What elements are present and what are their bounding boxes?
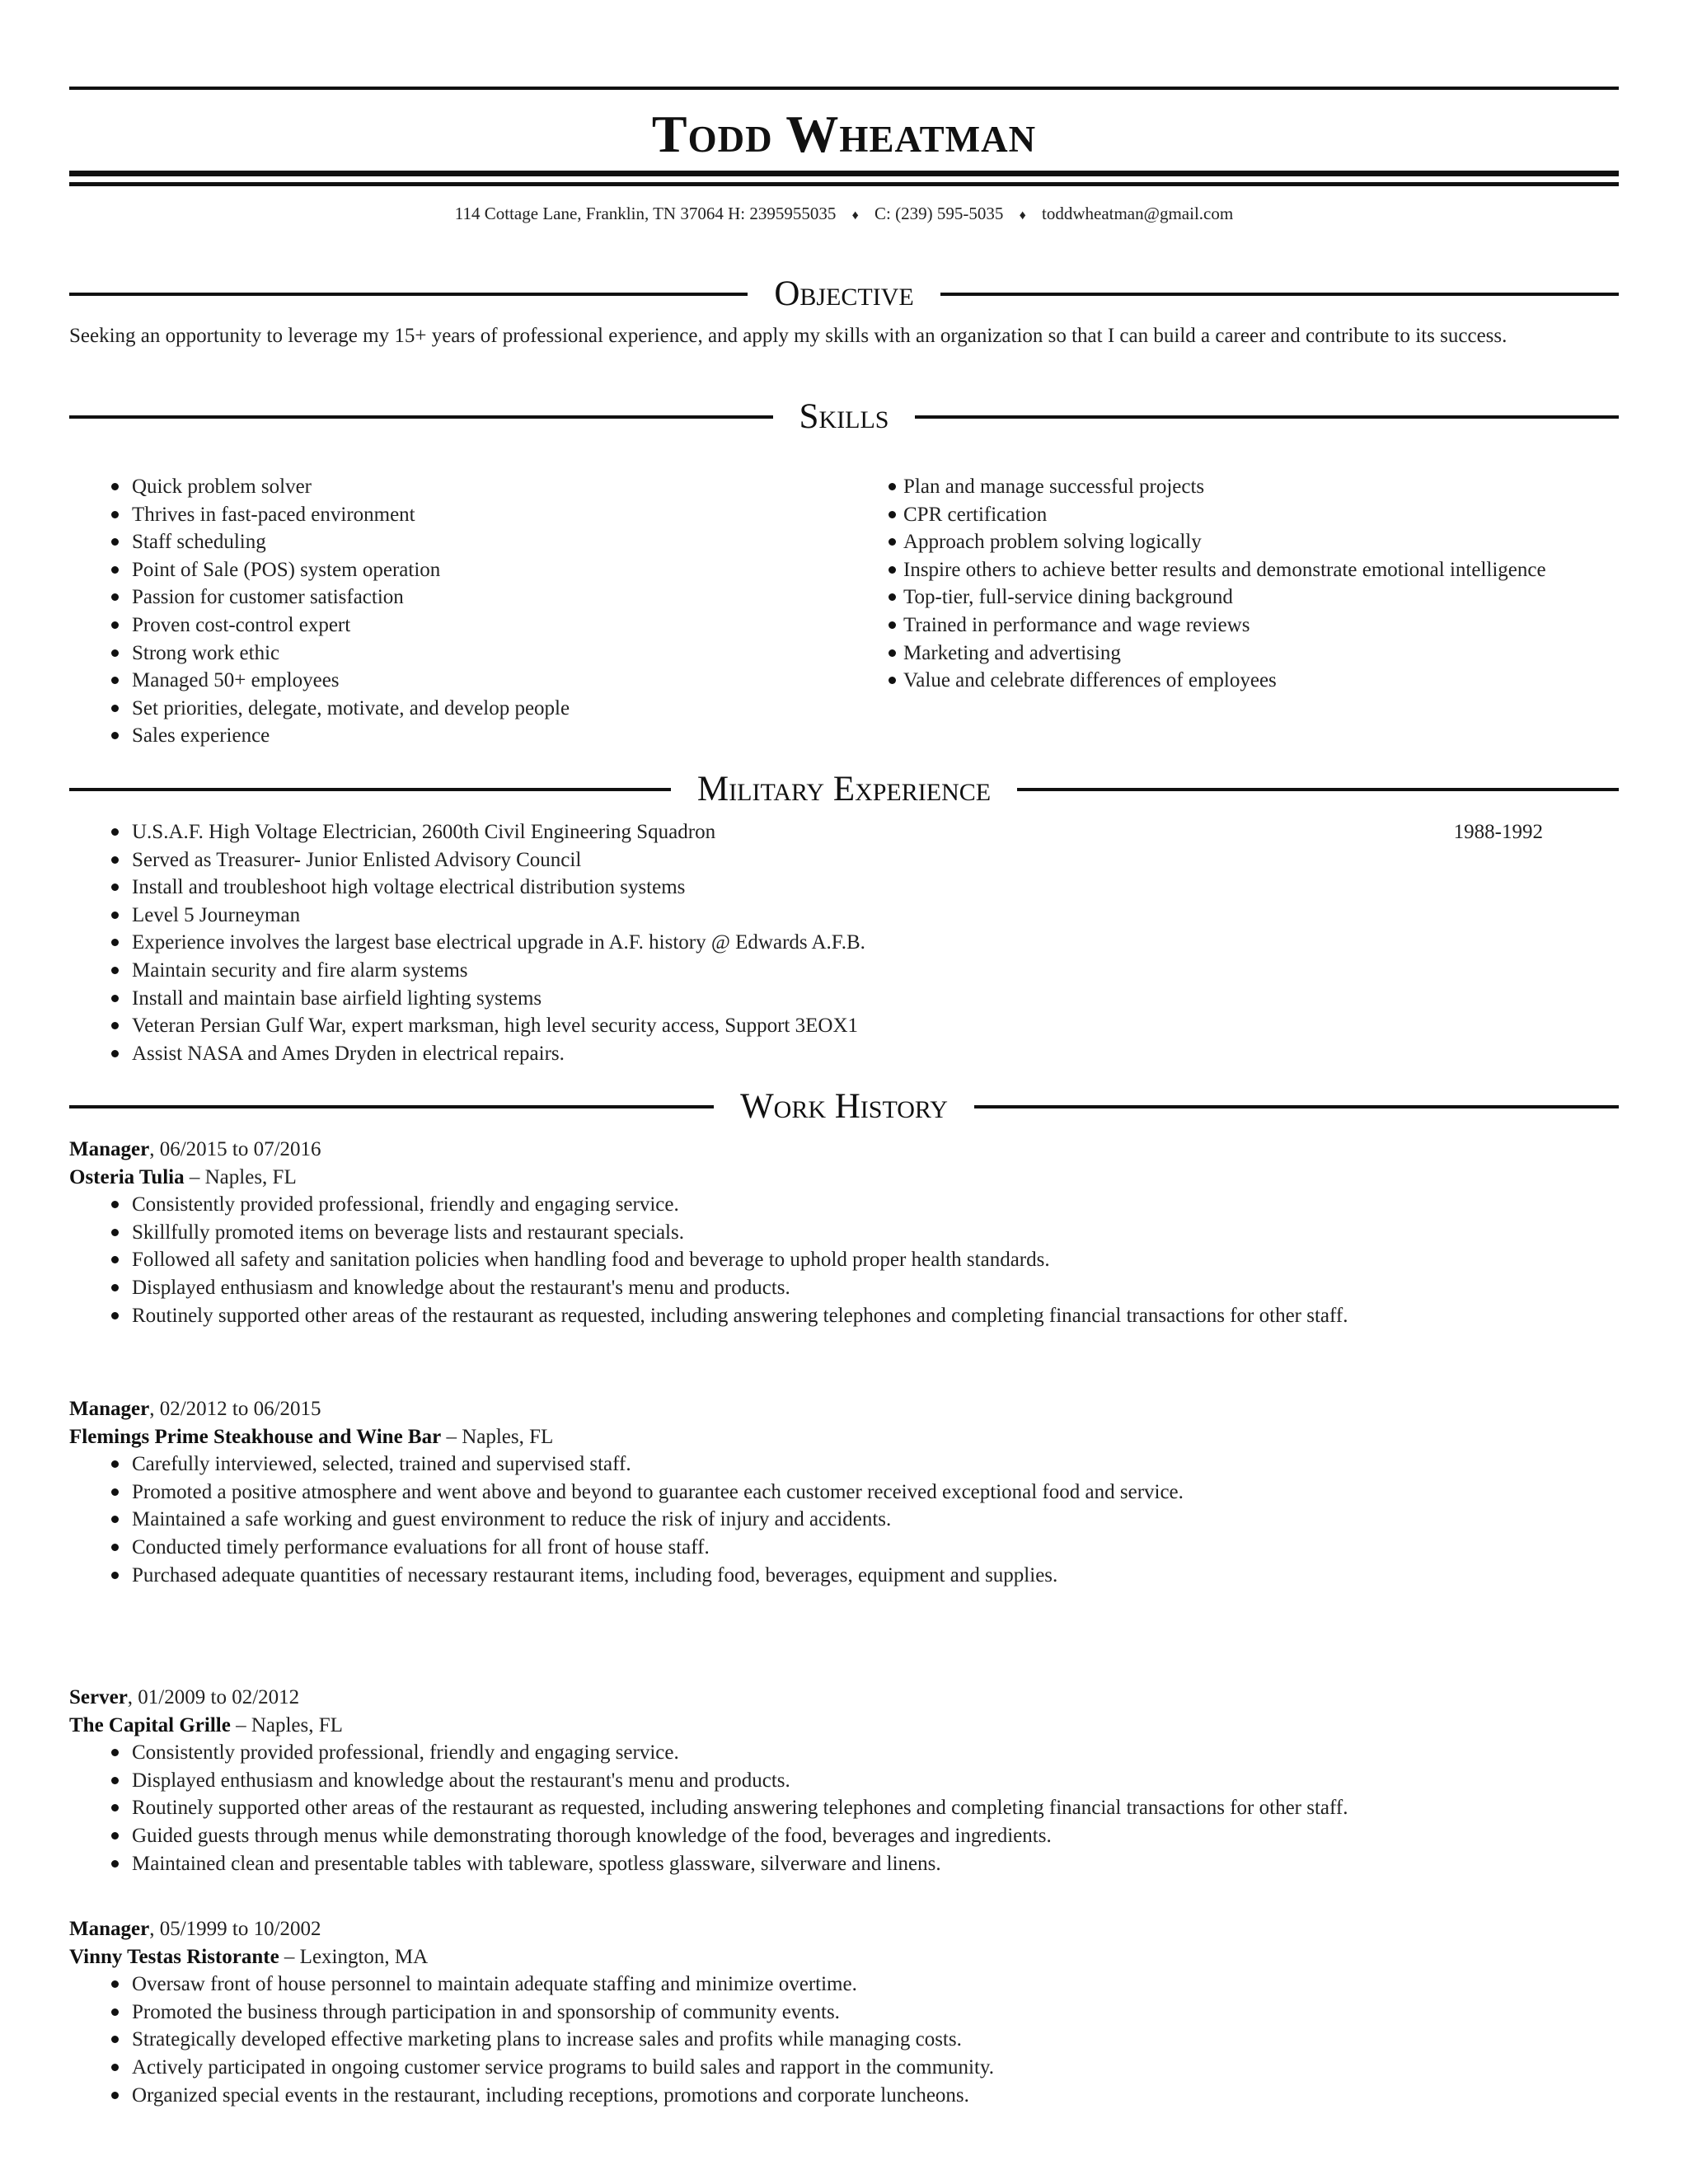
job-company-line xyxy=(69,1943,1619,1971)
job-company: Vinny Testas Ristorante xyxy=(69,1945,279,1968)
contact-cell: C: (239) 595-5035 xyxy=(874,204,1004,223)
heading-rule xyxy=(915,415,1619,419)
list-item: Staff scheduling xyxy=(69,528,570,556)
list-item: Passion for customer satisfaction xyxy=(69,583,570,612)
military-list xyxy=(69,818,865,1067)
contact-address: 114 Cottage Lane, Franklin, TN 37064 H: 2395955035 xyxy=(454,204,837,223)
job-entry xyxy=(69,1684,1619,1877)
list-item: CPR certification xyxy=(887,501,1546,529)
list-item: Veteran Persian Gulf War, expert marksman, high level security access, Support 3EOX1 xyxy=(69,1012,865,1040)
list-item: U.S.A.F. High Voltage Electrician, 2600th Civil Engineering Squadron xyxy=(69,818,865,846)
heading-rule xyxy=(69,788,671,791)
heading-rule xyxy=(1017,788,1619,791)
section-title: Work History xyxy=(740,1087,948,1126)
list-item: Plan and manage successful projects xyxy=(887,473,1546,501)
list-item: Point of Sale (POS) system operation xyxy=(69,556,570,584)
contact-line xyxy=(69,201,1619,228)
job-dates: , 06/2015 to 07/2016 xyxy=(149,1138,321,1160)
contact-separator: ♦ xyxy=(851,209,859,223)
list-item: Consistently provided professional, friendly and engaging service. xyxy=(69,1739,1619,1767)
section-title: Objective xyxy=(774,274,914,313)
list-item: Consistently provided professional, friendly and engaging service. xyxy=(69,1191,1619,1219)
header-thick-rule xyxy=(69,171,1619,176)
list-item: Assist NASA and Ames Dryden in electrical repairs. xyxy=(69,1040,865,1068)
list-item: Actively participated in ongoing customer service programs to build sales and rapport in the community. xyxy=(69,2054,1619,2082)
heading-rule xyxy=(69,293,748,296)
list-item: Sales experience xyxy=(69,722,570,750)
job-dates: , 01/2009 to 02/2012 xyxy=(127,1686,300,1708)
job-role: Manager xyxy=(69,1138,150,1160)
job-company: Osteria Tulia xyxy=(69,1165,185,1188)
objective-text: Seeking an opportunity to leverage my 15+ years of professional experience, and apply my skills with an organization so that I can build a career and contribute to its success. xyxy=(69,325,1507,347)
list-item: Set priorities, delegate, motivate, and develop people xyxy=(69,695,570,723)
work-heading xyxy=(69,1085,1619,1129)
job-location: – Naples, FL xyxy=(184,1165,297,1188)
skills-list-right xyxy=(887,473,1546,695)
list-item: Top-tier, full-service dining background xyxy=(887,583,1546,612)
job-duties-list xyxy=(69,1451,1619,1589)
military-dates: 1988-1992 xyxy=(1453,821,1543,843)
list-item: Marketing and advertising xyxy=(887,640,1546,668)
job-title-line xyxy=(69,1395,1619,1423)
list-item: Inspire others to achieve better results and demonstrate emotional intelligence xyxy=(887,556,1546,584)
job-entry xyxy=(69,1136,1619,1329)
list-item: Proven cost-control expert xyxy=(69,612,570,640)
objective-heading xyxy=(69,272,1619,316)
list-item: Conducted timely performance evaluations for all front of house staff. xyxy=(69,1534,1619,1562)
job-location: – Naples, FL xyxy=(230,1713,343,1736)
list-item: Maintained a safe working and guest environment to reduce the risk of injury and accidents. xyxy=(69,1506,1619,1534)
list-item: Displayed enthusiasm and knowledge about the restaurant's menu and products. xyxy=(69,1767,1619,1795)
list-item: Install and troubleshoot high voltage electrical distribution systems xyxy=(69,874,865,902)
list-item: Trained in performance and wage reviews xyxy=(887,612,1546,640)
job-company-line xyxy=(69,1423,1619,1451)
job-duties-list xyxy=(69,1739,1619,1877)
heading-rule xyxy=(69,1105,714,1108)
list-item: Promoted a positive atmosphere and went above and beyond to guarantee each customer received exceptional food and service. xyxy=(69,1479,1619,1507)
job-duties-list xyxy=(69,1191,1619,1329)
list-item: Thrives in fast-paced environment xyxy=(69,501,570,529)
list-item: Served as Treasurer- Junior Enlisted Advisory Council xyxy=(69,846,865,874)
job-title-line xyxy=(69,1915,1619,1943)
list-item: Promoted the business through participation in and sponsorship of community events. xyxy=(69,1999,1619,2027)
skills-list-left xyxy=(69,473,570,750)
header-top-rule xyxy=(69,87,1619,90)
heading-rule xyxy=(974,1105,1619,1108)
list-item: Experience involves the largest base electrical upgrade in A.F. history @ Edwards A.F.B. xyxy=(69,929,865,957)
contact-email[interactable]: toddwheatman@gmail.com xyxy=(1042,204,1234,223)
job-title-line xyxy=(69,1136,1619,1164)
list-item: Level 5 Journeyman xyxy=(69,902,865,930)
list-item: Routinely supported other areas of the restaurant as requested, including answering telephones and completing financial transactions for other staff. xyxy=(69,1302,1619,1330)
job-company-line xyxy=(69,1164,1619,1192)
job-role: Manager xyxy=(69,1398,150,1420)
list-item: Organized special events in the restaurant, including receptions, promotions and corporate luncheons. xyxy=(69,2082,1619,2110)
list-item: Maintained clean and presentable tables with tableware, spotless glassware, silverware and linens. xyxy=(69,1850,1619,1878)
list-item: Followed all safety and sanitation policies when handling food and beverage to uphold proper health standards. xyxy=(69,1246,1619,1274)
job-location: – Naples, FL xyxy=(441,1425,554,1448)
list-item: Managed 50+ employees xyxy=(69,667,570,695)
list-item: Value and celebrate differences of employees xyxy=(887,667,1546,695)
list-item: Routinely supported other areas of the restaurant as requested, including answering telephones and completing financial transactions for other staff. xyxy=(69,1794,1619,1822)
list-item: Quick problem solver xyxy=(69,473,570,501)
job-role: Server xyxy=(69,1686,128,1708)
list-item: Install and maintain base airfield lighting systems xyxy=(69,985,865,1013)
job-dates: , 05/1999 to 10/2002 xyxy=(149,1918,321,1940)
heading-rule xyxy=(940,293,1619,296)
list-item: Displayed enthusiasm and knowledge about the restaurant's menu and products. xyxy=(69,1274,1619,1302)
military-heading xyxy=(69,767,1619,812)
job-duties-list xyxy=(69,1971,1619,2109)
section-title: Skills xyxy=(799,397,889,436)
list-item: Skillfully promoted items on beverage lists and restaurant specials. xyxy=(69,1219,1619,1247)
list-item: Strategically developed effective marketing plans to increase sales and profits while managing costs. xyxy=(69,2026,1619,2054)
job-location: – Lexington, MA xyxy=(279,1945,429,1968)
job-company: The Capital Grille xyxy=(69,1713,231,1736)
skills-heading xyxy=(69,395,1619,439)
list-item: Carefully interviewed, selected, trained and supervised staff. xyxy=(69,1451,1619,1479)
job-entry xyxy=(69,1395,1619,1589)
header-thin-rule xyxy=(69,182,1619,186)
contact-separator: ♦ xyxy=(1019,209,1026,223)
job-company-line xyxy=(69,1712,1619,1740)
heading-rule xyxy=(69,415,773,419)
job-entry xyxy=(69,1915,1619,2109)
list-item: Approach problem solving logically xyxy=(887,528,1546,556)
list-item: Purchased adequate quantities of necessary restaurant items, including food, beverages, equipment and supplies. xyxy=(69,1562,1619,1590)
list-item: Maintain security and fire alarm systems xyxy=(69,957,865,985)
list-item: Guided guests through menus while demonstrating thorough knowledge of the food, beverages and ingredients. xyxy=(69,1822,1619,1850)
job-role: Manager xyxy=(69,1918,150,1940)
job-dates: , 02/2012 to 06/2015 xyxy=(149,1398,321,1420)
list-item: Strong work ethic xyxy=(69,640,570,668)
section-title: Military Experience xyxy=(696,770,992,808)
list-item: Oversaw front of house personnel to maintain adequate staffing and minimize overtime. xyxy=(69,1971,1619,1999)
job-company: Flemings Prime Steakhouse and Wine Bar xyxy=(69,1425,442,1448)
candidate-name: Todd Wheatman xyxy=(651,105,1037,163)
job-title-line xyxy=(69,1684,1619,1712)
